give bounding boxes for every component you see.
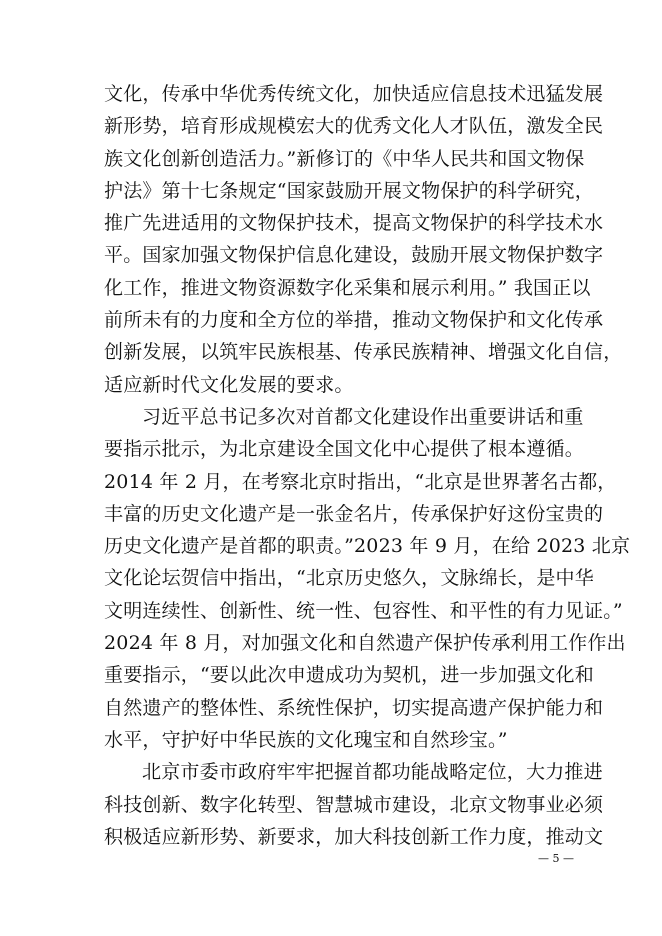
text-line: 新形势，培育形成规模宏大的优秀文化人才队伍，激发全民 xyxy=(104,115,604,138)
text-line: 前所未有的力度和全方位的举措，推动文物保护和文化传承 xyxy=(104,309,604,332)
text-line: 创新发展，以筑牢民族根基、传承民族精神、增强文化自信， xyxy=(104,341,623,364)
text-line: 重要指示，“要以此次申遗成功为契机，进一步加强文化和 xyxy=(104,664,594,687)
text-line: 平。国家加强文物保护信息化建设，鼓励开展文物保护数字 xyxy=(104,244,604,267)
page-number: — 5 — xyxy=(538,852,574,865)
text-line: 2024 年 8 月，对加强文化和自然遗产保护传承利用工作作出 xyxy=(104,632,626,655)
text-line: 丰富的历史文化遗产是一张金名片，传承保护好这份宝贵的 xyxy=(104,502,604,525)
text-line: 水平，守护好中华民族的文化瑰宝和自然珍宝。” xyxy=(104,728,508,751)
text-line: 要指示批示，为北京建设全国文化中心提供了根本遵循。 xyxy=(104,438,585,461)
text-line: 文化，传承中华优秀传统文化，加快适应信息技术迅猛发展 xyxy=(104,83,604,105)
body-text xyxy=(104,78,631,853)
text-line: 科技创新、数字化转型、智慧城市建设，北京文物事业必须 xyxy=(104,793,604,816)
text-line: 习近平总书记多次对首都文化建设作出重要讲话和重 xyxy=(142,405,584,428)
text-line: 族文化创新创造活力。”新修订的《中华人民共和国文物保 xyxy=(104,147,585,170)
text-line: 北京市委市政府牢牢把握首都功能战略定位，大力推进 xyxy=(142,761,603,784)
text-line: 历史文化遗产是首都的职责。”2023 年 9 月，在给 2023 北京 xyxy=(104,535,631,558)
text-line: 适应新时代文化发展的要求。 xyxy=(104,373,354,396)
text-line: 文明连续性、创新性、统一性、包容性、和平性的有力见证。” xyxy=(104,599,623,622)
text-line: 文化论坛贺信中指出，“北京历史悠久，文脉绵长，是中华 xyxy=(104,567,594,590)
text-line: 推广先进适用的文物保护技术，提高文物保护的科学技术水 xyxy=(104,212,604,235)
text-line: 护法》第十七条规定“国家鼓励开展文物保护的科学研究， xyxy=(104,179,594,202)
text-line: 化工作，推进文物资源数字化采集和展示利用。” 我国正以 xyxy=(104,276,591,299)
text-line: 自然遗产的整体性、系统性保护，切实提高遗产保护能力和 xyxy=(104,696,604,719)
text-line: 2014 年 2 月，在考察北京时指出，“北京是世界著名古都， xyxy=(104,470,617,493)
text-line: 积极适应新形势、新要求，加大科技创新工作力度，推动文 xyxy=(104,825,604,848)
